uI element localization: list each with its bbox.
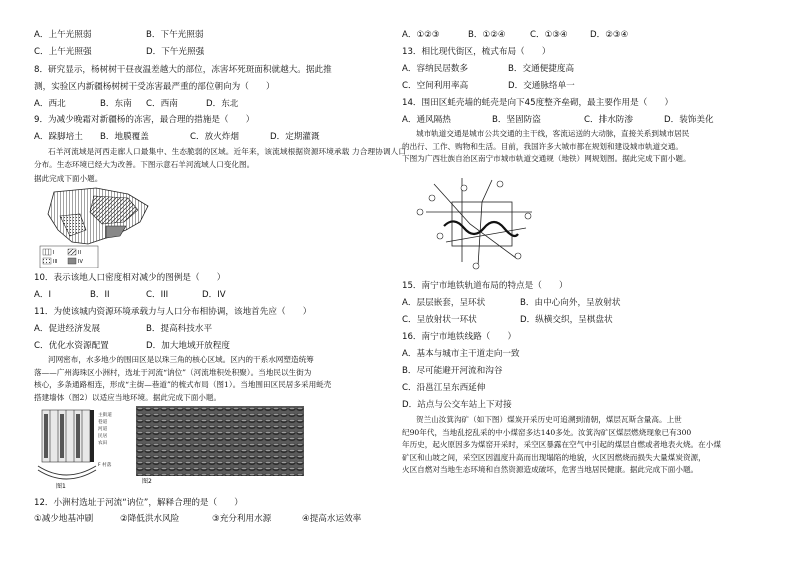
legend-label-2: II bbox=[78, 250, 81, 256]
main-street bbox=[90, 410, 94, 462]
option-a[interactable]: A．基本与城市主干道走向一致 bbox=[402, 349, 520, 359]
legend-label-4: IV bbox=[78, 259, 83, 265]
passage-4-line-2: 纪90年代，当地乱挖乱采的中小煤窑多达140多处。汝箕沟矿区煤层燃烧现象已有300 bbox=[402, 427, 692, 437]
q10-options bbox=[34, 288, 226, 302]
option-c[interactable]: C．沿邕江呈东西延伸 bbox=[402, 383, 486, 393]
option-d[interactable]: D．②③④ bbox=[590, 30, 629, 40]
option-a[interactable]: A．①②③ bbox=[402, 30, 440, 40]
q14-options bbox=[402, 113, 714, 127]
option-d[interactable]: D．交通脉络单一 bbox=[508, 81, 575, 91]
q13-options-2 bbox=[402, 79, 575, 93]
q7-options bbox=[34, 28, 203, 42]
option-b[interactable]: B．尽可能避开河流和沟谷 bbox=[402, 366, 503, 376]
fig1-label-main-street: 主街道 bbox=[98, 413, 112, 418]
passage-2-line-3: 核心，多条通路相连，形成“主街—巷道”的梳式布局（图1）。当地围田区民居多采用蚝壳 bbox=[34, 380, 332, 389]
option-d[interactable]: D．装饰美化 bbox=[664, 115, 714, 125]
option-a[interactable]: A．容纳民居数多 bbox=[402, 64, 469, 74]
passage-1-instruction: 据此完成下面小题。 bbox=[34, 174, 103, 183]
q11-options bbox=[34, 322, 212, 336]
option-b[interactable]: B．①②④ bbox=[468, 30, 506, 40]
option-b[interactable]: B．II bbox=[90, 290, 110, 300]
legend-swatch-3 bbox=[43, 258, 51, 264]
q11-options-2 bbox=[34, 339, 230, 353]
q13-stem: 13．相比现代街区，梳式布局（ ） bbox=[402, 47, 551, 57]
option-c[interactable]: C．西南 bbox=[146, 99, 178, 109]
q12-choices bbox=[34, 512, 361, 526]
passage-2 bbox=[34, 354, 406, 404]
nanning-subway-map bbox=[406, 172, 536, 272]
fig2-caption: 图2 bbox=[142, 478, 152, 484]
option-d[interactable]: D．加大地域开放程度 bbox=[146, 341, 230, 351]
q7-options-2 bbox=[34, 45, 204, 59]
option-d[interactable]: D．纵横交织，呈棋盘状 bbox=[520, 315, 613, 325]
q11-stem: 11．为使该城内资源环境承载力与人口分布相协调，该地首先应（ ） bbox=[34, 307, 312, 317]
fig1-label-village: F 村落 bbox=[98, 463, 112, 468]
option-b[interactable]: B．由中心向外，呈放射状 bbox=[520, 298, 621, 308]
population-change-map bbox=[36, 186, 164, 268]
q10-stem: 10．表示该地人口密度相对减少的图例是（ ） bbox=[34, 273, 226, 283]
passage-3 bbox=[402, 128, 774, 166]
fig1-label-farmland: 农田 bbox=[98, 441, 108, 446]
passage-1-line-2: 力合理协调人口分布。生态环境已经大为改善。下图示意石羊河流域人口变化图。 bbox=[34, 147, 407, 169]
option-a[interactable]: A．上午光照弱 bbox=[34, 30, 92, 40]
passage-4 bbox=[402, 414, 774, 477]
option-c[interactable]: C．①③④ bbox=[530, 30, 568, 40]
option-b[interactable]: B．提高科技水平 bbox=[146, 324, 213, 334]
q8-stem-2: 测，实验区内新疆杨树树干受冻害最严重的部位朝向为（ ） bbox=[34, 82, 275, 92]
legend-swatch-4 bbox=[68, 258, 76, 264]
legend-swatch-1 bbox=[43, 249, 51, 255]
passage-4-line-5: 火区自燃对当地生态环境和自然资源造成破坏，危害当地居民健康。据此完成下面小题。 bbox=[402, 465, 699, 474]
passage-3-line-2: 的出行、工作、购物和生活。目前，我国许多大城市都在规划和建设城市轨道交通。 bbox=[402, 141, 683, 151]
passage-4-line-1: 贺兰山汝箕沟矿（如下图）煤炭开采历史可追溯到清朝，煤层瓦斯含量高。上世 bbox=[416, 415, 682, 424]
option-c[interactable]: C．排水防渗 bbox=[584, 115, 633, 125]
choice-4: ④提高水运效率 bbox=[302, 514, 362, 524]
fig1-label-house: 民居 bbox=[98, 434, 108, 439]
q13-options bbox=[402, 62, 574, 76]
fig1-label-alley: 巷道 bbox=[98, 420, 108, 425]
passage-3-line-3: 下图为广西壮族自治区南宁市城市轨道交通规（地铁）网规划图。据此完成下面小题。 bbox=[402, 154, 691, 163]
q15-options bbox=[402, 296, 620, 310]
option-c[interactable]: C．呈放射状一环状 bbox=[402, 315, 477, 325]
choice-2: ②降低洪水风险 bbox=[120, 514, 180, 524]
passage-2-line-4: 搭建墙体（图2）以适应当地环境。据此完成下面小题。 bbox=[34, 392, 222, 402]
q8-stem: 8．研究显示，杨树树干昼夜温差越大的部位，冻害坏死斑面积就越大。据此推 bbox=[34, 65, 332, 75]
option-d[interactable]: D．下午光照强 bbox=[146, 47, 205, 57]
oyster-wall-photo bbox=[136, 406, 304, 484]
passage-1-line-1: 石羊河流域是河西走廊人口最集中、生态脆弱的区域。近年来，该流域根据资源环境承载 bbox=[48, 147, 350, 156]
option-d[interactable]: D．IV bbox=[202, 290, 226, 300]
q12-options bbox=[402, 28, 628, 42]
q15-stem: 15．南宁市地铁轨道布局的特点是（ ） bbox=[402, 281, 568, 291]
option-a[interactable]: A．跺脚培土 bbox=[34, 132, 83, 142]
q12-stem: 12．小洲村选址于河流“讷位”，解释合理的是（ ） bbox=[34, 498, 243, 508]
q9-options bbox=[34, 130, 320, 144]
option-c[interactable]: C．空间利用率高 bbox=[402, 81, 469, 91]
fig1-caption: 图1 bbox=[56, 483, 66, 490]
q9-stem: 9．为减少晚霜对新疆杨的冻害，最合理的措施是（ ） bbox=[34, 115, 255, 125]
q14-stem: 14．围田区蚝壳墙的蚝壳是向下45度整齐垒砌，最主要作用是（ ） bbox=[402, 98, 674, 108]
option-a[interactable]: A．通风隔热 bbox=[402, 115, 451, 125]
option-b[interactable]: B．坚固防盗 bbox=[492, 115, 541, 125]
passage-1 bbox=[34, 146, 406, 171]
option-c[interactable]: C．优化水资源配置 bbox=[34, 341, 109, 351]
passage-2-line-2: 落——广州海珠区小洲村，选址于河流“讷位”（河流堆积处积聚）。当地民以生街为 bbox=[34, 367, 312, 377]
option-c[interactable]: C．放火炸烟 bbox=[190, 132, 239, 142]
option-b[interactable]: B．交通便捷度高 bbox=[508, 64, 575, 74]
option-d[interactable]: D．定期灌溉 bbox=[270, 132, 320, 142]
legend-swatch-2 bbox=[68, 249, 76, 255]
q15-options-2 bbox=[402, 313, 613, 327]
choice-1: ①减少地基冲刷 bbox=[34, 514, 94, 524]
legend-label-3: III bbox=[53, 259, 58, 265]
comb-layout-figure bbox=[36, 408, 130, 490]
passage-4-line-4: 矿区和山坡之间，采空区因温度升高而出现塌陷的地貌，火区因燃烧而损失大量煤炭资源， bbox=[402, 452, 706, 462]
option-d[interactable]: D．站点与公交车站上下对接 bbox=[402, 400, 512, 410]
option-c[interactable]: C．上午光照强 bbox=[34, 47, 92, 57]
option-b[interactable]: B．东南 bbox=[100, 99, 132, 109]
legend-label-1: I bbox=[53, 250, 55, 256]
option-a[interactable]: A．层层嵌套，呈环状 bbox=[402, 298, 486, 308]
option-a[interactable]: A．西北 bbox=[34, 99, 66, 109]
option-a[interactable]: A．促进经济发展 bbox=[34, 324, 101, 334]
passage-4-line-3: 年历史，起火原因多为煤窑开采时，采空区暴露在空气中引起的煤层自燃或者地表火烧。在小煤 bbox=[402, 440, 721, 449]
choice-3: ③充分利用水源 bbox=[212, 514, 272, 524]
option-b[interactable]: B．地膜覆盖 bbox=[100, 132, 149, 142]
q8-options bbox=[34, 97, 238, 111]
q16-stem: 16．南宁市地铁线路（ ） bbox=[402, 332, 517, 342]
option-c[interactable]: C．III bbox=[146, 290, 169, 300]
option-b[interactable]: B．下午光照弱 bbox=[146, 30, 204, 40]
passage-3-line-1: 城市轨道交通是城市公共交通的主干线，客流运送的大动脉，直接关系到城市居民 bbox=[416, 129, 690, 138]
passage-2-line-1: 河网密布，水多地少的围田区是以珠三角的核心区域。区内的干系水网塑造统筹 bbox=[48, 355, 314, 364]
option-d[interactable]: D．东北 bbox=[206, 99, 239, 109]
option-a[interactable]: A．I bbox=[34, 290, 52, 300]
fig1-label-river: 河道 bbox=[98, 427, 108, 432]
